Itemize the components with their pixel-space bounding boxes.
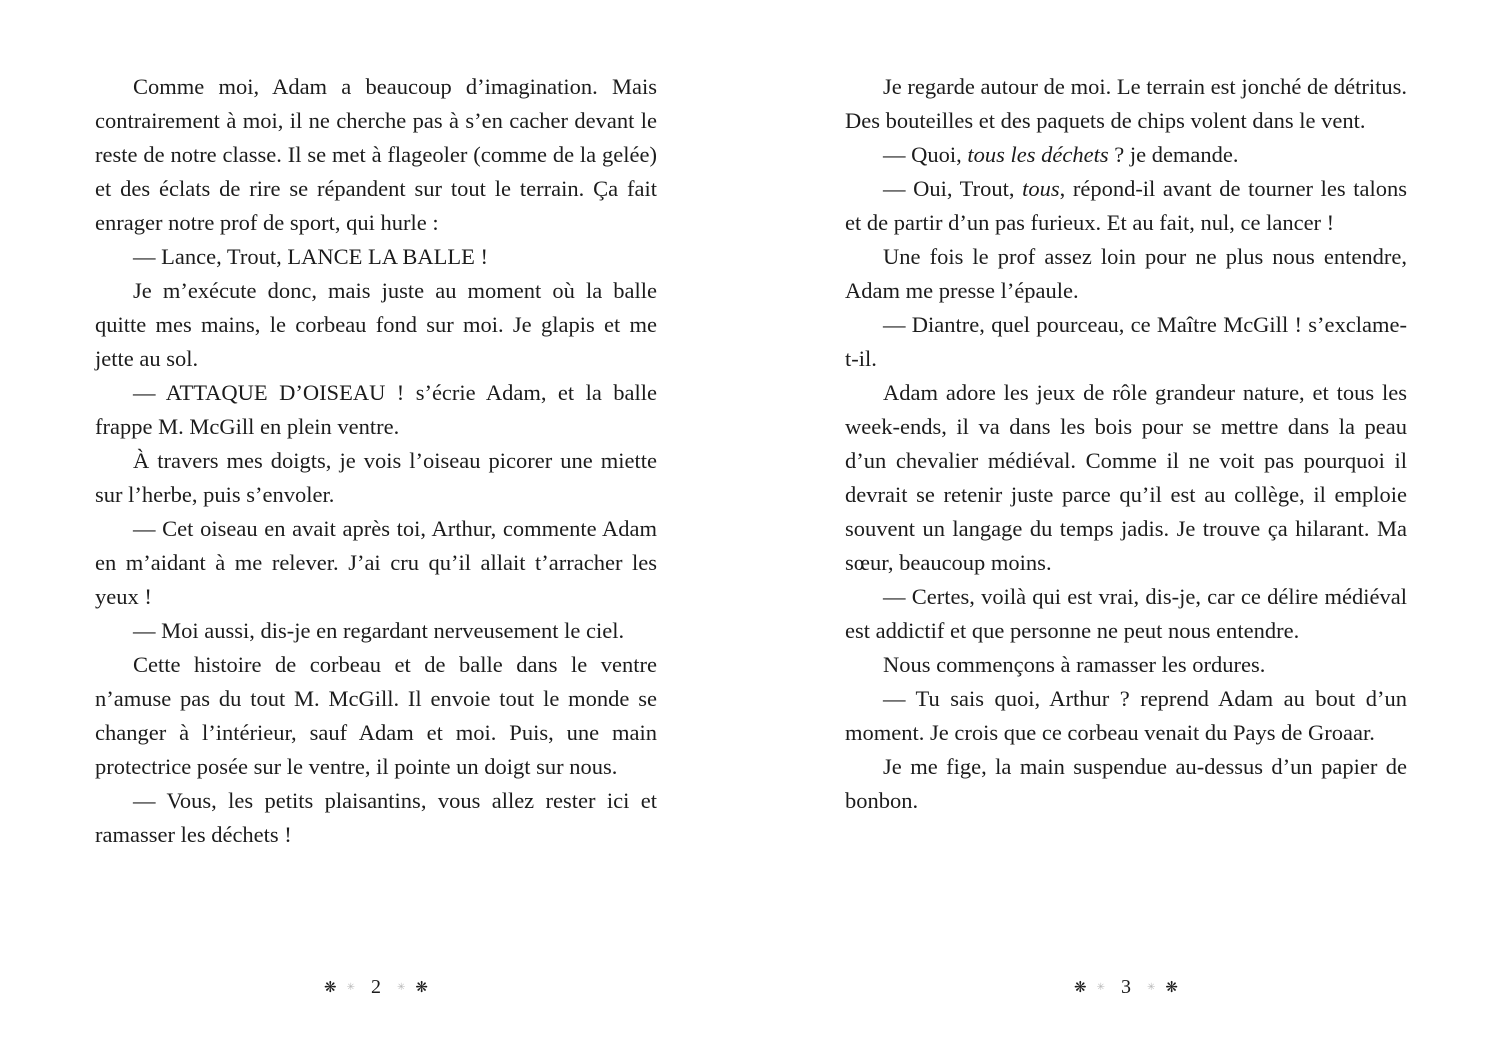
page-number-right: 3 bbox=[1121, 976, 1131, 998]
ornament-outer-icon: ❋ bbox=[415, 978, 428, 996]
paragraph: Je regarde autour de moi. Le terrain est jonché de détritus. Des bouteilles et des paquets de chips volent dans le vent. bbox=[845, 74, 1407, 133]
paragraph: Comme moi, Adam a beaucoup d’imagination. Mais contrairement à moi, il ne cherche pas à s’en cacher devant le reste de notre classe. Il se met à flageoler (comme de la gelée) et des éclats de rire se répandent sur tout le terrain. Ça fait enrager notre prof de sport, qui hurle : bbox=[95, 74, 657, 235]
paragraph: — Tu sais quoi, Arthur ? reprend Adam au bout d’un moment. Je crois que ce corbeau venait du Pays de Groaar. bbox=[845, 686, 1407, 745]
italic-text: tous bbox=[1022, 176, 1060, 201]
paragraph: — Vous, les petits plaisantins, vous allez rester ici et ramasser les déchets ! bbox=[95, 788, 657, 847]
ornament-inner-icon: ✳ bbox=[1096, 981, 1105, 993]
paragraph: Adam adore les jeux de rôle grandeur nature, et tous les week-ends, il va dans les bois pour se mettre dans la peau d’un chevalier médiéval. Comme il ne voit pas pourquoi il devrait se retenir juste parce qu’il est au collège, il emploie souvent un langage du temps jadis. Je trouve ça hilarant. Ma sœur, beaucoup moins. bbox=[845, 380, 1407, 575]
paragraph: Je m’exécute donc, mais juste au moment où la balle quitte mes mains, le corbeau fond sur moi. Je glapis et me jette au sol. bbox=[95, 278, 657, 371]
paragraph: Une fois le prof assez loin pour ne plus nous entendre, Adam me presse l’épaule. bbox=[845, 244, 1407, 303]
page-right-text bbox=[845, 70, 1407, 818]
page-number-left: 2 bbox=[371, 976, 381, 998]
page-left-text bbox=[95, 70, 657, 852]
paragraph: Nous commençons à ramasser les ordures. bbox=[883, 652, 1266, 677]
ornament-outer-icon: ❋ bbox=[324, 978, 337, 996]
paragraph: — Diantre, quel pourceau, ce Maître McGill ! s’exclame-t-il. bbox=[845, 312, 1407, 371]
paragraph: — Moi aussi, dis-je en regardant nerveusement le ciel. bbox=[133, 618, 625, 643]
ornament-outer-icon: ❋ bbox=[1074, 978, 1087, 996]
paragraph: À travers mes doigts, je vois l’oiseau picorer une miette sur l’herbe, puis s’envoler. bbox=[95, 448, 657, 507]
ornament-outer-icon: ❋ bbox=[1165, 978, 1178, 996]
paragraph: Cette histoire de corbeau et de balle dans le ventre n’amuse pas du tout M. McGill. Il envoie tout le monde se changer à l’intérieur, sauf Adam et moi. Puis, une main protectrice posée sur le ventre, il pointe un doigt sur nous. bbox=[95, 652, 657, 779]
paragraph: — Cet oiseau en avait après toi, Arthur, commente Adam en m’aidant à me relever. J’ai cru qu’il allait t’arracher les yeux ! bbox=[95, 516, 657, 609]
ornament-inner-icon: ✳ bbox=[1147, 981, 1156, 993]
page-right-folio bbox=[845, 976, 1407, 999]
paragraph: — Lance, Trout, LANCE LA BALLE ! bbox=[133, 244, 488, 269]
paragraph: — ATTAQUE D’OISEAU ! s’écrie Adam, et la balle frappe M. McGill en plein ventre. bbox=[95, 380, 657, 439]
ornament-inner-icon: ✳ bbox=[397, 981, 406, 993]
paragraph: — Certes, voilà qui est vrai, dis-je, car ce délire médiéval est addictif et que personne ne peut nous entendre. bbox=[845, 584, 1407, 643]
italic-text: tous les déchets bbox=[967, 142, 1109, 167]
page-left-folio bbox=[95, 976, 657, 999]
paragraph: Je me fige, la main suspendue au-dessus d’un papier de bonbon. bbox=[845, 754, 1407, 813]
ornament-inner-icon: ✳ bbox=[346, 981, 355, 993]
paragraph: — Oui, Trout, tous, répond-il avant de tourner les talons et de partir d’un pas furieux. Et au fait, nul, ce lancer ! bbox=[845, 176, 1407, 235]
paragraph: — Quoi, tous les déchets ? je demande. bbox=[883, 142, 1239, 167]
